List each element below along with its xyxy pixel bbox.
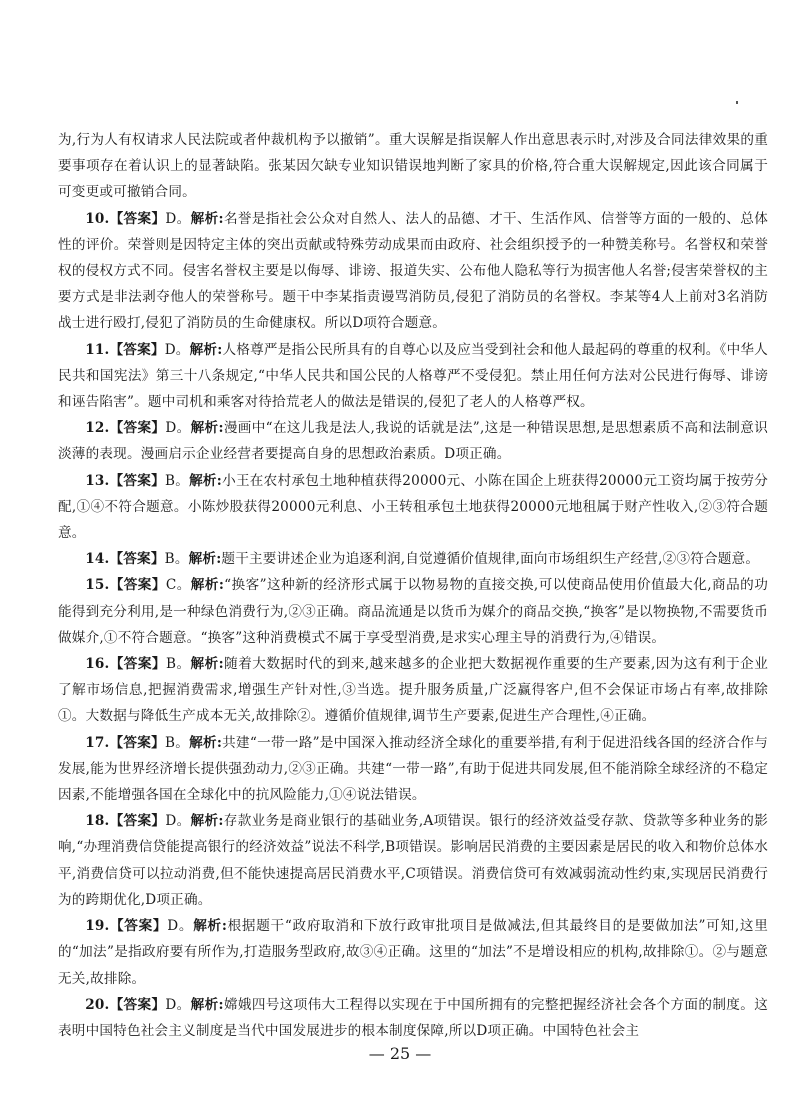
answer-item [58,730,768,809]
answer-tag: 【答案】 [109,420,166,437]
answer-tag: 【答案】 [109,734,165,751]
answer-tag: 【答案】 [109,341,165,358]
answer-option: B。 [164,551,189,568]
analysis-label: 解析: [188,551,222,568]
page-number: — 25 — [368,1044,432,1063]
answer-item [58,808,768,913]
answer-item [58,415,768,467]
answer-option: D。 [165,420,191,437]
question-number: 18. [85,813,110,830]
answer-option: D。 [165,813,191,830]
answer-tag: 【答案】 [109,918,168,935]
answer-list [58,206,768,1045]
question-number: 16. [85,656,110,673]
analysis-text: 题干主要讲述企业为追逐利润,自觉遵循价值规律,面向市场组织生产经营,②③符合题意。 [221,551,760,568]
answer-item [58,546,768,572]
answer-tag: 【答案】 [109,577,166,594]
analysis-label: 解析: [190,656,224,673]
answer-option: D。 [165,210,191,227]
answer-item [58,572,768,651]
analysis-label: 解析: [190,420,224,437]
analysis-text: 共建“一带一路”是中国深入推动经济全球化的重要举措,有利于促进沿线各国的经济合作与发展,能为世界经济增长提供强劲动力,②③正确。共建“一带一路”,有助于促进共同发展,但不能消除全球经济的不稳定因素,不能增强各国在全球化中的抗风险能力,①④说法错误。 [58,734,769,804]
analysis-text: 漫画中“在这儿我是法人,我说的话就是法”,这是一种错误思想,是思想素质不高和法制意识淡薄的表现。漫画启示企业经营者要提高自身的思想政治素质。D项正确。 [58,420,768,463]
answer-option: B。 [165,656,191,673]
analysis-label: 解析: [189,734,223,751]
question-number: 14. [85,551,110,568]
analysis-text: 小王在农村承包土地种植获得20000元、小陈在国企上班获得20000元工资均属于按劳分配,①④不符合题意。小陈炒股获得20000元利息、小王转租承包土地获得20000元地租属于财产性收入,②③符合题意。 [58,472,768,542]
analysis-label: 解析: [189,472,223,489]
analysis-text: 人格尊严是指公民所具有的自尊心以及应当受到社会和他人最起码的尊重的权利。《中华人民共和国宪法》第三十八条规定,“中华人民共和国公民的人格尊严不受侵犯。禁止用任何方法对公民进行侮辱、诽谤和诬告陷害”。题中司机和乘客对待拾荒老人的做法是错误的,侵犯了老人的人格尊严权。 [58,341,768,411]
question-number: 17. [85,734,110,751]
answer-item [58,468,768,547]
analysis-label: 解析: [190,813,224,830]
question-number: 10. [85,210,110,227]
question-number: 12. [85,420,110,437]
continued-paragraph: 为,行为人有权请求人民法院或者仲裁机构予以撤销”。重大误解是指误解人作出意思表示时,对涉及合同法律效果的重要事项存在着认识上的显著缺陷。张某因欠缺专业知识错误地判断了家具的价格,符合重大误解规定,因此该合同属于可变更或可撤销合同。 [58,132,768,201]
question-number: 13. [85,472,110,489]
analysis-label: 解析: [193,918,228,935]
analysis-label: 解析: [190,577,225,594]
answer-tag: 【答案】 [109,996,166,1013]
answer-item [58,913,768,992]
analysis-label: 解析: [189,341,223,358]
answer-option: D。 [164,341,190,358]
analysis-text: 嫦娥四号这项伟大工程得以实现在于中国所拥有的完整把握经济社会各个方面的制度。这表明中国特色社会主义制度是当代中国发展进步的根本制度保障,所以D项正确。中国特色社会主 [58,996,768,1039]
answer-item [58,651,768,730]
answer-tag: 【答案】 [109,813,166,830]
answer-tag: 【答案】 [109,472,165,489]
answer-option: C。 [165,577,191,594]
answer-tag: 【答案】 [109,551,165,568]
scan-speck [736,101,738,104]
analysis-text: 名誉是指社会公众对自然人、法人的品德、才干、生活作风、信誉等方面的一般的、总体性的评价。荣誉则是因特定主体的突出贡献或特殊劳动成果而由政府、社会组织授予的一种赞美称号。名誉权和荣誉权的侵权方式不同。侵害名誉权主要是以侮辱、诽谤、报道失实、公布他人隐私等行为损害他人名誉;侵害荣誉权的主要方式是非法剥夺他人的荣誉称号。题干中李某指责谩骂消防员,侵犯了消防员的名誉权。李某等4人上前对3名消防战士进行殴打,侵犯了消防员的生命健康权。所以D项符合题意。 [58,210,768,332]
question-number: 20. [85,996,110,1013]
analysis-label: 解析: [190,210,224,227]
analysis-label: 解析: [190,996,224,1013]
answer-option: B。 [164,472,190,489]
answer-option: D。 [165,996,191,1013]
question-number: 11. [85,341,110,358]
question-number: 15. [85,577,110,594]
answer-tag: 【答案】 [109,210,166,227]
analysis-text: “换客”这种新的经济形式属于以物易物的直接交换,可以使商品使用价值最大化,商品的功能得到充分利用,是一种绿色消费行为,②③正确。商品流通是以货币为媒介的商品交换,“换客”是以物换物,不需要货币做媒介,①不符合题意。“换客”这种消费模式不属于享受型消费,是求实心理主导的消费行为,④错误。 [58,577,768,646]
answer-option: D。 [167,918,194,935]
answer-tag: 【答案】 [109,656,166,673]
analysis-text: 存款业务是商业银行的基础业务,A项错误。银行的经济效益受存款、贷款等多种业务的影响,“办理消费信贷能提高银行的经济效益”说法不科学,B项错误。影响居民消费的主要因素是居民的收入和物价总体水平,消费信贷可以拉动消费,但不能快速提高居民消费水平,C项错误。消费信贷可有效减弱流动性约束,实现居民消费行为的跨期优化,D项正确。 [58,813,768,908]
analysis-text: 根据题干“政府取消和下放行政审批项目是做减法,但其最终目的是要做加法”可知,这里的“加法”是指政府要有所作为,打造服务型政府,故③④正确。这里的“加法”不是增设相应的机构,故排除①。②与题意无关,故排除。 [58,918,768,987]
answer-explanations [58,127,768,1044]
answer-option: B。 [164,734,190,751]
analysis-text: 随着大数据时代的到来,越来越多的企业把大数据视作重要的生产要素,因为这有利于企业了解市场信息,把握消费需求,增强生产针对性,③当选。提升服务质量,广泛赢得客户,但不会保证市场占有率,故排除①。大数据与降低生产成本无关,故排除②。遵循价值规律,调节生产要素,促进生产合理性,④正确。 [58,656,768,725]
answer-item [58,992,768,1044]
answer-item [58,206,768,337]
question-number: 19. [85,918,110,935]
answer-item [58,337,768,416]
